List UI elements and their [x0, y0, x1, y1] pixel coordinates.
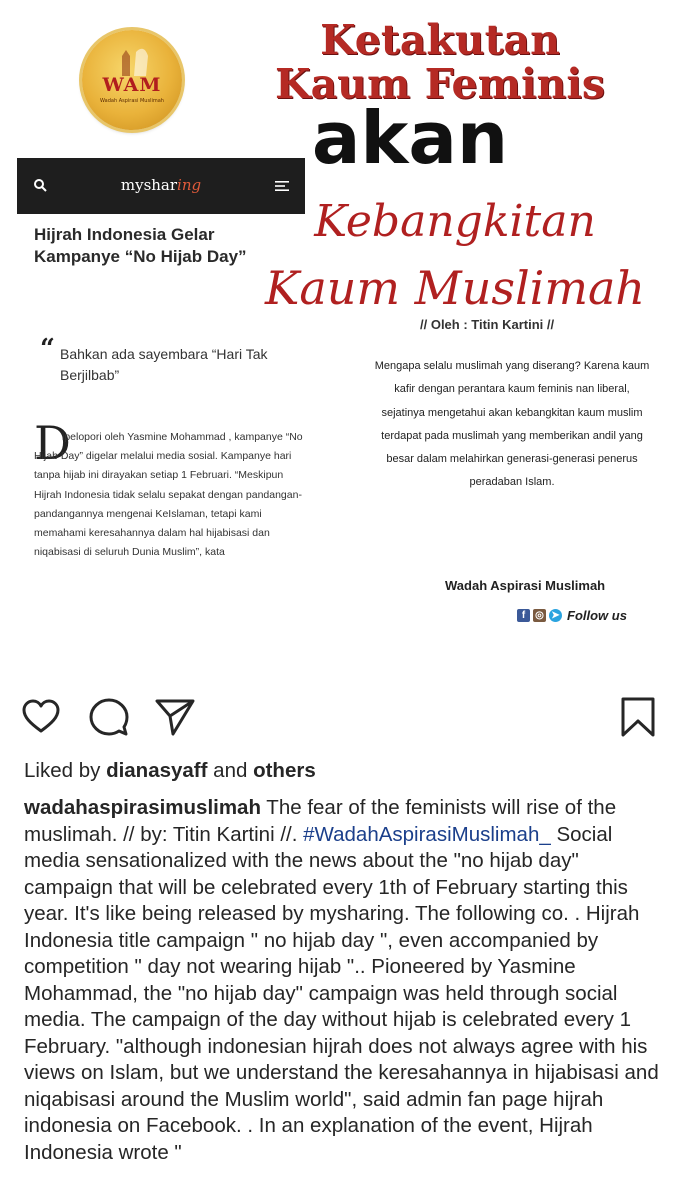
share-button[interactable]: [154, 696, 196, 738]
facebook-icon: f: [517, 609, 530, 622]
article-body: ipelopori oleh Yasmine Mohammad , kampanye “No Hijab Day” digelar melalui media sosial. Kampanye hari tanpa hijab ini dirayakan setiap 1 Februari. “Meskipun Hijrah Indonesia tidak selalu sepakat dengan pandangan-pandangannya mengenai KeIslaman, tetapi kami memahami keresahannya dalam hal hijabisasi dan niqabisasi di seluruh Dunia Muslim”, kata: [34, 431, 303, 559]
telegram-icon: ➤: [549, 609, 562, 622]
likes-others-link[interactable]: others: [253, 759, 316, 782]
mysharing-brand: mysharing: [120, 176, 202, 194]
post-caption: [24, 795, 664, 1166]
heart-icon: [20, 696, 62, 738]
headline-line-2: Kaum Feminis: [274, 60, 606, 108]
signature: Wadah Aspirasi Muslimah: [445, 578, 606, 593]
wam-logo: [82, 30, 182, 130]
caption-text-2: Social media sensationalized with the news about the "no hijab day" campaign that will be celebrated every 1th of February starting this year. It's like being released by mysharing. The following co. . Hijrah Indonesia title campaign " no hijab day ", even accompanied by competition " day not wearing hijab ".. Pioneered by Yasmine Mohammad, the "no hijab day" campaign was held through social media. The campaign of the day without hijab is celebrated every 1 February. "although indonesian hijrah does not always agree with his views on Islam, but we understand the keresahannya in hijabisasi and niqabisasi around the Muslim world", said admin fan page hijrah indonesia on Facebook. . In an explanation of the event, Hijrah Indonesia wrote ": [24, 822, 659, 1164]
logo-abbr: WAM: [102, 74, 162, 96]
caption-username[interactable]: wadahaspirasimuslimah: [24, 796, 261, 819]
headline-script-2: Kaum Muslimah: [264, 261, 646, 315]
paper-plane-icon: [154, 696, 196, 738]
hamburger-menu-icon: [275, 180, 289, 192]
save-button[interactable]: [617, 696, 659, 738]
comment-icon: [88, 696, 130, 738]
article-dropcap: D: [34, 416, 71, 470]
instagram-icon: ◎: [533, 609, 546, 622]
logo-subtitle: Wadah Aspirasi Muslimah: [100, 98, 164, 104]
headline-line-1: Ketakutan: [320, 16, 560, 64]
liker-username[interactable]: dianasyaff: [106, 759, 208, 782]
right-paragraph: Mengapa selalu muslimah yang diserang? Karena kaum kafir dengan perantara kaum feminis nan liberal, sejatinya mengetahui akan kebangkitan kaum muslim terdapat pada muslimah yang memberikan andil yang besar dalam melahirkan generasi-generasi penerus peradaban Islam.: [374, 360, 650, 489]
article-quote: Bahkan ada sayembara “Hari Tak Berjilbab”: [60, 346, 268, 383]
bookmark-icon: [617, 696, 659, 738]
likes-summary[interactable]: Liked by dianasyaff and others: [24, 759, 316, 782]
caption-hashtag[interactable]: #WadahAspirasiMuslimah_: [303, 822, 551, 846]
article-title: Hijrah Indonesia Gelar Kampanye “No Hijab Day”: [34, 225, 247, 266]
follow-us-label: Follow us: [567, 607, 627, 623]
comment-button[interactable]: [88, 696, 130, 738]
like-button[interactable]: [20, 696, 62, 738]
mysharing-header: [17, 158, 305, 214]
post-action-bar: [0, 696, 681, 740]
social-row: [517, 607, 627, 623]
headline-line-3: akan: [311, 96, 509, 180]
caption-text-1: The fear of the feminists will rise of the muslimah. // by: Titin Kartini //.: [24, 796, 617, 846]
headline-script-1: Kebangkitan: [314, 196, 596, 247]
quote-mark-icon: “: [40, 334, 55, 364]
byline: // Oleh : Titin Kartini //: [420, 317, 555, 332]
